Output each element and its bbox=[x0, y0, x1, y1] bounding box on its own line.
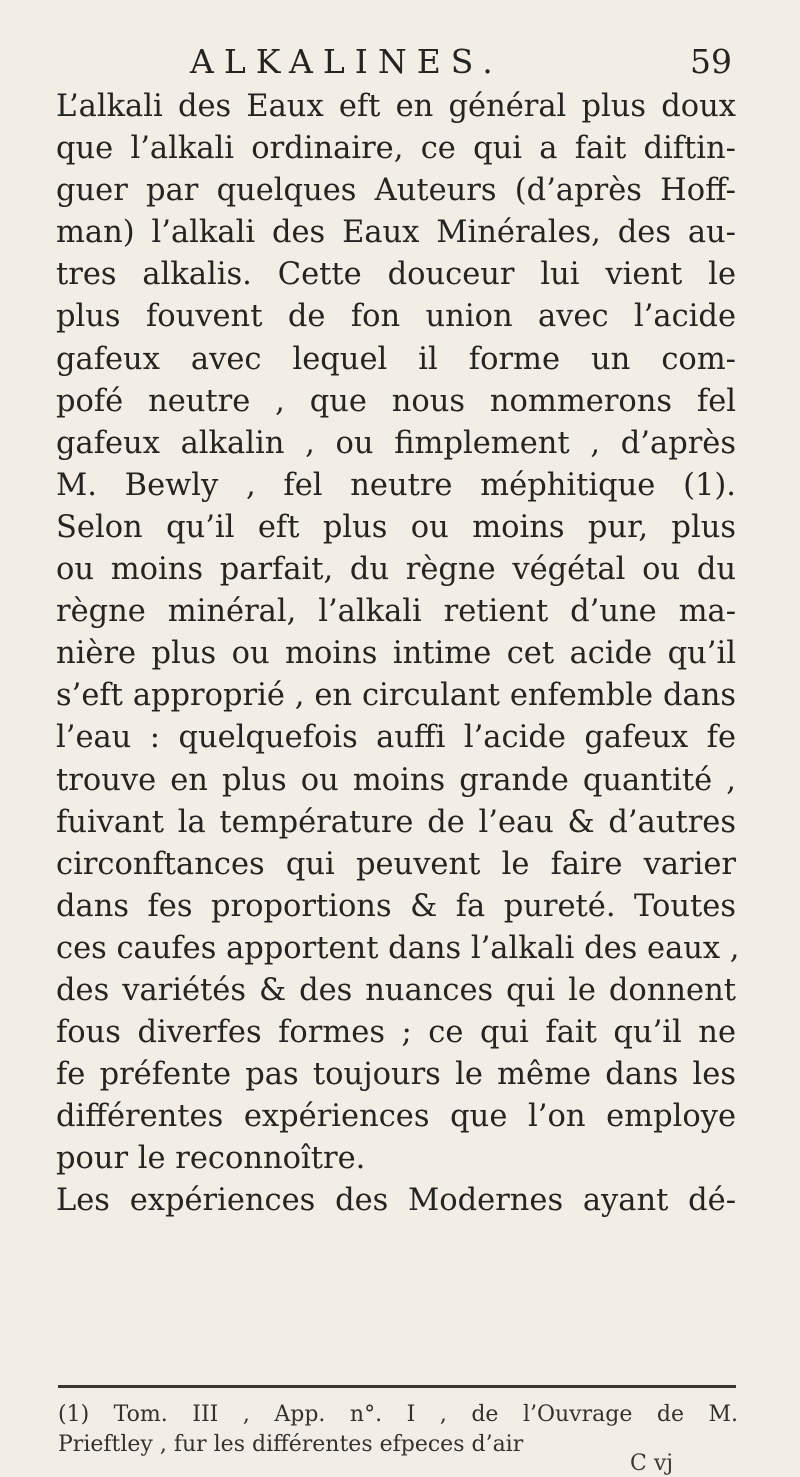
text-line: trouve en plus ou moins grande quantité , bbox=[56, 762, 736, 798]
running-head-title: ALKALINES. bbox=[190, 42, 503, 81]
text-line: L’alkali des Eaux eft en général plus doux bbox=[56, 89, 736, 124]
text-line: des variétés & des nuances qui le donnent bbox=[56, 972, 736, 1008]
text-line: nière plus ou moins intime cet acide qu’il bbox=[56, 636, 736, 672]
text-line: pour le reconnoître. bbox=[56, 1141, 366, 1177]
text-line: pofé neutre , que nous nommerons fel bbox=[56, 383, 736, 419]
text-line: Selon qu’il eft plus ou moins pur, plus bbox=[56, 509, 736, 545]
body-text bbox=[56, 86, 740, 1223]
text-line: man) l’alkali des Eaux Minérales, des au- bbox=[56, 215, 736, 251]
text-line: fuivant la température de l’eau & d’autres bbox=[56, 804, 736, 840]
text-line: plus fouvent de fon union avec l’acide bbox=[56, 299, 736, 335]
text-line: fe préfente pas toujours le même dans les bbox=[56, 1057, 736, 1093]
text-line: que l’alkali ordinaire, ce qui a fait diftin- bbox=[56, 131, 736, 167]
text-line: dans fes proportions & fa pureté. Toutes bbox=[56, 888, 736, 924]
text-line: ces caufes apportent dans l’alkali des eaux , bbox=[56, 930, 740, 966]
footnote-rule bbox=[58, 1385, 736, 1388]
text-line: tres alkalis. Cette douceur lui vient le bbox=[56, 257, 736, 293]
text-line: gafeux avec lequel il forme un com- bbox=[56, 341, 736, 377]
signature-mark: C vj bbox=[630, 1451, 674, 1476]
text-line: gafeux alkalin , ou fimplement , d’après bbox=[56, 425, 736, 461]
text-line: différentes expériences que l’on employe bbox=[56, 1099, 736, 1135]
footnote-line: (1) Tom. III , App. n°. I , de l’Ouvrage de M. bbox=[58, 1402, 738, 1427]
text-line: guer par quelques Auteurs (d’après Hoff- bbox=[56, 173, 736, 209]
text-line: l’eau : quelquefois auffi l’acide gafeux fe bbox=[56, 720, 736, 756]
footnote-line: Prieftley , fur les différentes efpeces d’air bbox=[58, 1432, 524, 1457]
text-line: s’eft approprié , en circulant enfemble dans bbox=[56, 678, 736, 714]
text-line: circonftances qui peuvent le faire varier bbox=[56, 846, 736, 882]
text-line: Les expériences des Modernes ayant dé- bbox=[56, 1183, 736, 1219]
text-line: ou moins parfait, du règne végétal ou du bbox=[56, 552, 736, 588]
page-number: 59 bbox=[690, 42, 732, 81]
text-line: fous diverfes formes ; ce qui fait qu’il ne bbox=[56, 1015, 736, 1051]
text-line: règne minéral, l’alkali retient d’une ma- bbox=[56, 594, 736, 630]
running-head bbox=[190, 44, 740, 80]
text-line: M. Bewly , fel neutre méphitique (1). bbox=[56, 467, 736, 503]
